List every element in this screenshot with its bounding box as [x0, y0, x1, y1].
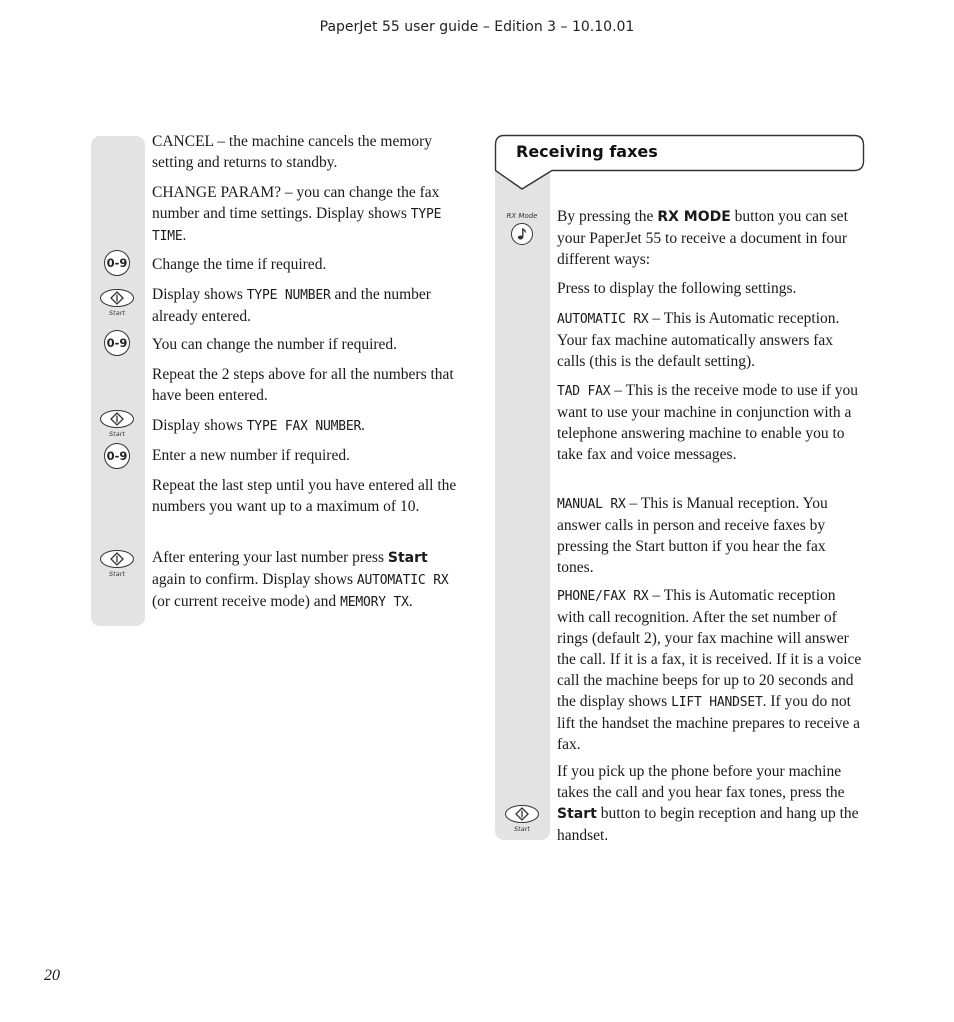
digit-key-label: 0-9: [106, 336, 128, 350]
phone-fax-rx-paragraph: [557, 585, 865, 755]
section-title: Receiving faxes: [516, 142, 658, 161]
text-end: .: [361, 417, 366, 434]
rx-mode-label: RX Mode: [506, 212, 538, 220]
start-key-label: Start: [109, 570, 125, 578]
display-code: AUTOMATIC RX: [557, 312, 649, 327]
display-code: PHONE/FAX RX: [557, 589, 649, 604]
page-number: 20: [44, 967, 60, 984]
text-mid: again to confirm. Display shows: [152, 571, 357, 588]
right-icon-sidebar: [495, 172, 550, 840]
repeat-last-paragraph: [152, 475, 457, 517]
repeat-steps-paragraph: [152, 364, 462, 406]
text-end: button you can set your PaperJet 55 to receive a document in four different ways:: [557, 208, 848, 268]
change-param-paragraph: [152, 182, 452, 247]
mode-description: – This is Manual reception. You answer calls in person and receive faxes by pressing the Start button if you hear the fax tones.: [557, 495, 828, 576]
text-end: button to begin reception and hang up the handset.: [557, 805, 859, 844]
type-number-paragraph: [152, 284, 452, 327]
confirm-paragraph: [152, 547, 462, 613]
press-display-paragraph: [557, 278, 862, 299]
start-key-icon: [100, 410, 134, 440]
display-code: AUTOMATIC RX: [356, 573, 449, 588]
digit-key-icon: [104, 250, 130, 276]
repeat-last-text: Repeat the last step until you have entered all the numbers you want up to a maximum of 10.: [152, 477, 457, 515]
change-time-text: Change the time if required.: [152, 256, 327, 273]
mode-description: – This is Automatic reception. Your fax machine automatically answers fax calls (this is the default setting).: [557, 310, 840, 370]
repeat-steps-text: Repeat the 2 steps above for all the numbers that have been entered.: [152, 366, 454, 404]
text-end: .: [182, 227, 187, 244]
enter-number-text: Enter a new number if required.: [152, 447, 350, 464]
start-key-oval: [100, 550, 134, 568]
text-start: Display shows: [152, 286, 247, 303]
automatic-rx-paragraph: [557, 308, 865, 372]
press-display-text: Press to display the following settings.: [557, 280, 797, 297]
start-key-label: Start: [109, 430, 125, 438]
mode-description: – This is the receive mode to use if you want to use your machine in conjunction with a telephone answering machine to enable you to take fax and voice messages.: [557, 382, 859, 463]
text-end: and the number already entered.: [152, 286, 431, 325]
text-start: After entering your last number press: [152, 549, 388, 566]
start-button-name: Start: [387, 550, 428, 566]
text-mid: (or current receive mode) and: [152, 593, 341, 610]
tad-fax-paragraph: [557, 380, 865, 465]
digit-key-label: 0-9: [106, 449, 128, 463]
mode-description-end: . If you do not lift the handset the machine prepares to receive a fax.: [557, 693, 860, 753]
rx-mode-icon: [511, 223, 533, 245]
digit-key-icon: [104, 330, 130, 356]
start-key-icon: [100, 550, 134, 580]
start-key-label: Start: [514, 825, 530, 833]
text-start: If you pick up the phone before your machine takes the call and you hear fax tones, press the: [557, 763, 845, 801]
start-button-name: Start: [557, 806, 597, 822]
display-code: TYPE NUMBER: [246, 288, 331, 303]
text-start: By pressing the: [557, 208, 658, 225]
display-code: TYPE TIME: [152, 207, 442, 244]
text-start: Display shows: [152, 417, 247, 434]
change-time-paragraph: [152, 254, 452, 275]
start-key-icon: [100, 289, 134, 319]
pick-up-phone-paragraph: [557, 761, 862, 846]
cancel-paragraph: [152, 131, 452, 173]
cancel-text: CANCEL – the machine cancels the memory setting and returns to standby.: [152, 133, 433, 171]
manual-rx-paragraph: [557, 493, 865, 578]
start-key-oval: [100, 410, 134, 428]
text-end: .: [408, 593, 413, 610]
start-key-oval: [100, 289, 134, 307]
change-number-text: You can change the number if required.: [152, 336, 398, 353]
enter-number-paragraph: [152, 445, 452, 466]
mode-description: – This is Automatic reception with call recognition. After the set number of rings (default 2), your fax machine will answer the call. If it is a fax, it is received. If it is a voice call the machine beeps for up to 20 seconds and the display shows: [557, 587, 862, 710]
digit-key-icon: [104, 443, 130, 469]
rx-mode-button-name: RX MODE: [657, 209, 731, 225]
display-code: TAD FAX: [557, 384, 611, 399]
change-number-paragraph: [152, 334, 452, 355]
display-code: MEMORY TX: [340, 595, 409, 610]
running-header: PaperJet 55 user guide – Edition 3 – 10.10.01: [319, 19, 635, 35]
digit-key-label: 0-9: [106, 256, 128, 270]
display-code: TYPE FAX NUMBER: [246, 419, 362, 434]
display-code: MANUAL RX: [557, 497, 626, 512]
type-fax-number-paragraph: [152, 415, 452, 437]
start-key-oval: [505, 805, 539, 823]
rx-mode-intro-paragraph: [557, 206, 862, 270]
change-param-text: CHANGE PARAM? – you can change the fax number and time settings. Display shows: [152, 184, 440, 222]
start-key-label: Start: [109, 309, 125, 317]
display-code: LIFT HANDSET: [671, 695, 763, 710]
start-key-icon: [505, 805, 539, 835]
